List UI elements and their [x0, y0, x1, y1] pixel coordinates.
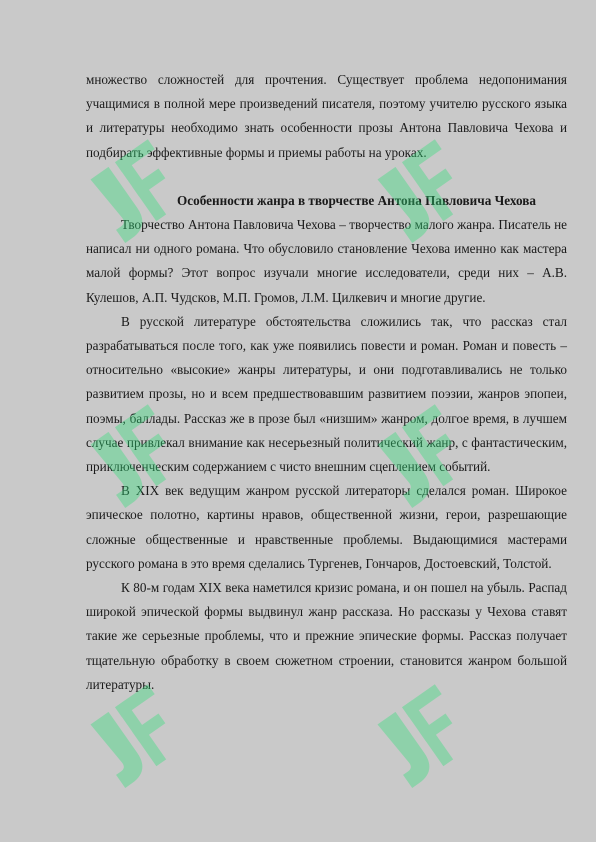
paragraph-gap [86, 165, 567, 189]
paragraph-3: В русской литературе обстоятельства сложились так, что рассказ стал разрабатываться после того, как уже появились повести и роман. Роман и повесть – относительно «высокие» жанры литературы, и они подготавливались не только развитием прозы, но и всем предшествовавшим развитием поэзии, жанров эпопеи, поэмы, баллады. Рассказ же в прозе был «низшим» жанром, долгое время, в лучшем случае привлекал внимание как несерьезный политический жанр, с фантастическим, приключенческим содержанием с чисто внешним сцеплением событий. [86, 313, 567, 475]
watermark-logo-icon [365, 680, 485, 800]
watermark-logo-icon [78, 680, 198, 800]
paragraph-1: множество сложностей для прочтения. Существует проблема недопонимания учащимися в полной мере произведений писателя, поэтому учителю русского языка и литературы необходимо знать особенности прозы Антона Павловича Чехова и подбирать эффективные формы и приемы работы на уроках. [86, 72, 567, 160]
section-heading: Особенности жанра в творчестве Антона Павловича Чехова [177, 192, 536, 208]
paragraph-2: Творчество Антона Павловича Чехова – творчество малого жанра. Писатель не написал ни одного романа. Что обусловило становление Чехова именно как мастера малой формы? Этот вопрос изучали многие исследователи, среди них – А.В. Кулешов, А.П. Чудсков, М.П. Громов, Л.М. Цилкевич и многие другие. [86, 217, 567, 305]
paragraph-5: К 80-м годам XIX века наметился кризис романа, и он пошел на убыль. Распад широкой эпической формы выдвинул жанр рассказа. Но рассказы у Чехова ставят такие же серьезные проблемы, что и прежние эпические формы. Рассказ получает тщательную обработку в своем сюжетном строении, становится жанром большой литературы. [86, 580, 567, 692]
paragraph-4: В XIX век ведущим жанром русской литераторы сделался роман. Широкое эпическое полотно, картины нравов, общественной жизни, герои, разрешающие сложные общественные и нравственные проблемы. Выдающимися мастерами русского романа в это время сделались Тургенев, Гончаров, Достоевский, Толстой. [86, 483, 567, 571]
document-body [86, 68, 567, 697]
